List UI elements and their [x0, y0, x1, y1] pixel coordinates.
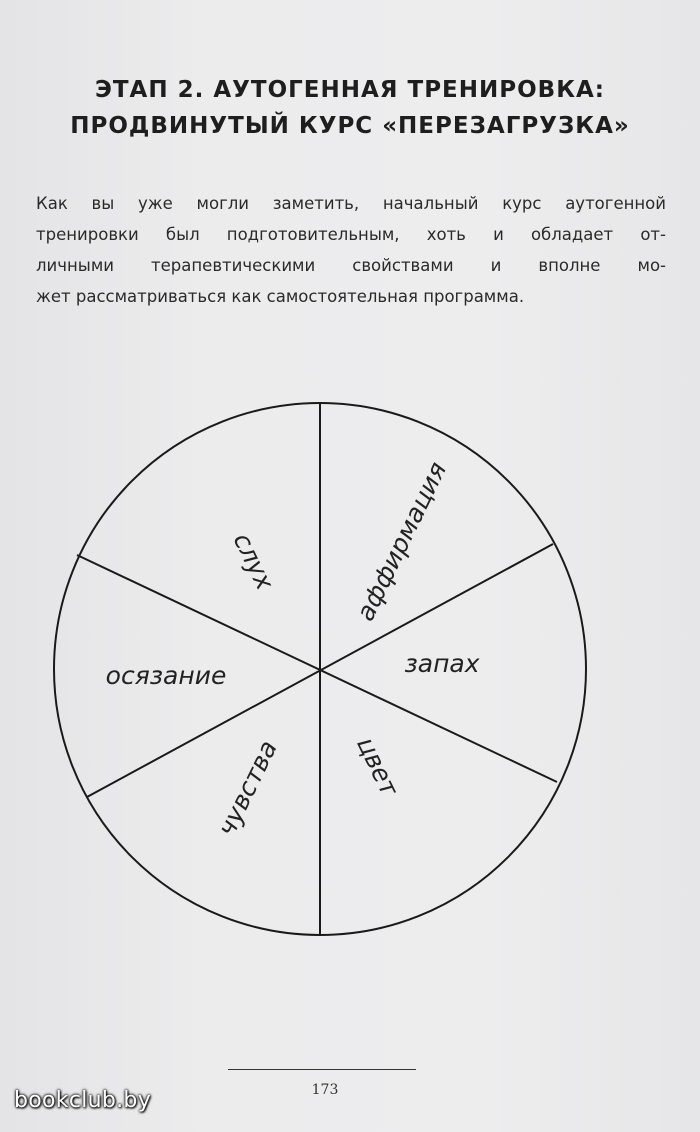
footer-rule: [228, 1069, 416, 1070]
intro-paragraph: [36, 188, 666, 312]
chapter-heading: [0, 72, 700, 144]
watermark: bookclub.by: [14, 1088, 152, 1113]
page-number: 173: [311, 1082, 339, 1098]
segment-label-feelings: чувства: [211, 735, 283, 841]
segment-label-hearing: слух: [227, 528, 280, 595]
heading-line-2: ПРОДВИНУТЫЙ КУРС «ПЕРЕЗАГРУЗКА»: [70, 113, 630, 139]
segment-label-smell: запах: [404, 649, 480, 678]
segment-label-affirmation: аффирмация: [350, 457, 453, 626]
intro-line: тренировки был подготовительным, хоть и обладает от-: [36, 225, 666, 244]
intro-line: личными терапевтическими свойствами и вполне мо-: [36, 256, 666, 275]
segment-label-touch: осязание: [105, 661, 227, 690]
segment-label-color: цвет: [351, 732, 405, 801]
senses-wheel-diagram: [0, 380, 700, 960]
intro-line: жет рассматриваться как самостоятельная программа.: [36, 287, 525, 306]
heading-line-1: ЭТАП 2. АУТОГЕННАЯ ТРЕНИРОВКА:: [94, 77, 606, 103]
intro-line: Как вы уже могли заметить, начальный курс аутогенной: [36, 194, 666, 213]
